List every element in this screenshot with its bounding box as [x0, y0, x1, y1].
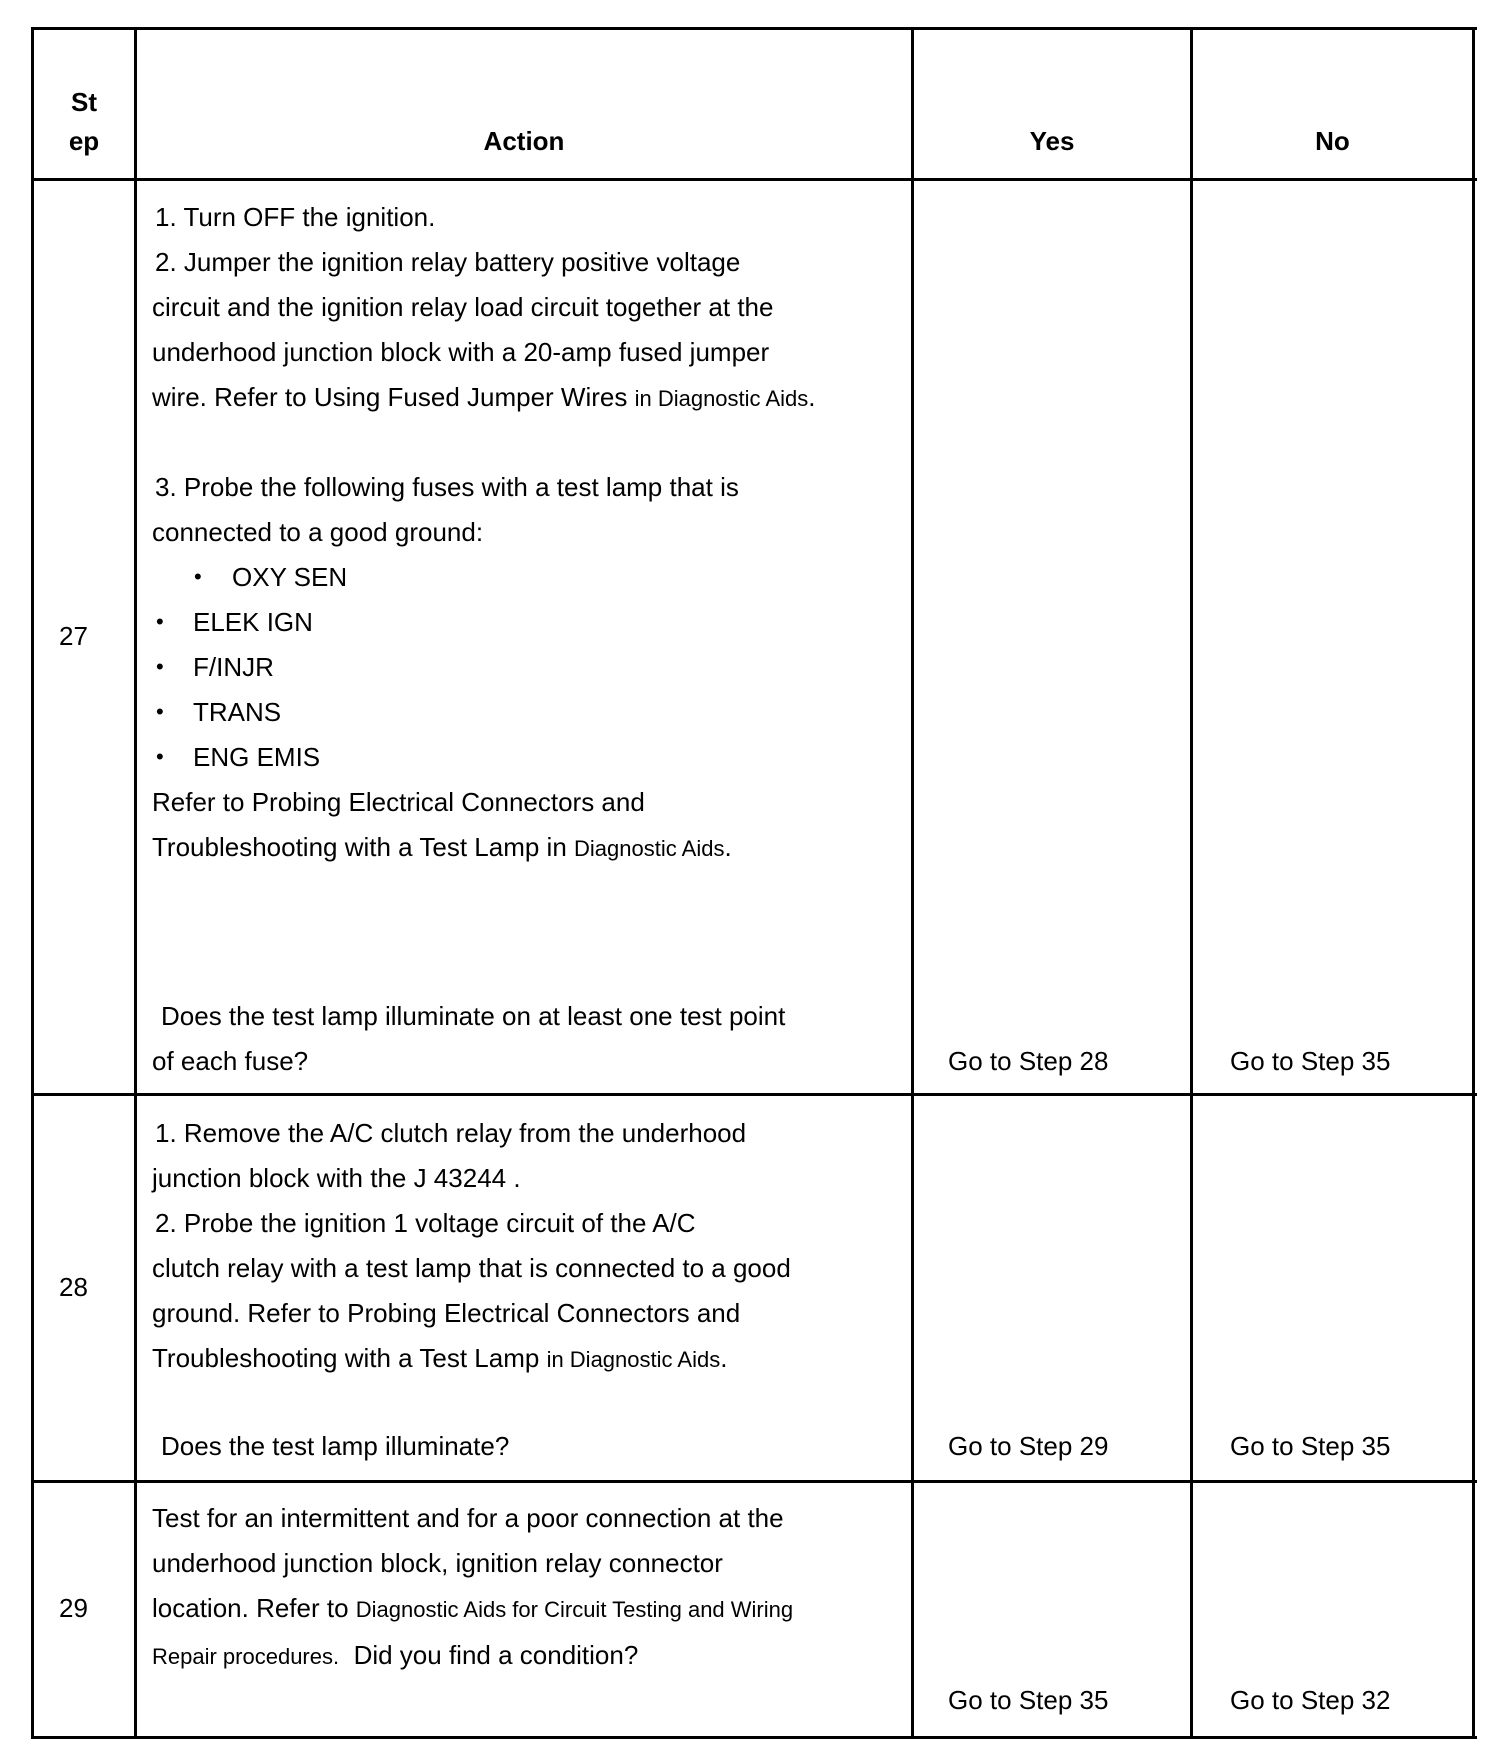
action-line [152, 1593, 793, 1625]
action-line: 3. Probe the following fuses with a test lamp that is [155, 472, 739, 502]
column-divider-step-action [134, 27, 137, 1739]
action-line: ground. Refer to Probing Electrical Connectors and [152, 1298, 741, 1328]
reference-diagnostic-aids: Diagnostic Aids for Circuit Testing and Wiring [355, 1597, 794, 1622]
action-question: Did you find a condition? [353, 1640, 639, 1670]
yes-result: Go to Step 28 [948, 1046, 1109, 1076]
reference-diagnostic-aids: Diagnostic Aids [574, 836, 725, 861]
bullet-item: OXY SEN [232, 562, 348, 592]
reference-diagnostic-aids: in Diagnostic Aids [546, 1347, 721, 1372]
header-no: No [1315, 126, 1350, 156]
action-line [152, 832, 732, 864]
action-line: Test for an intermittent and for a poor connection at the [152, 1503, 784, 1533]
action-question: of each fuse? [152, 1046, 309, 1076]
action-text: Troubleshooting with a Test Lamp in [152, 832, 575, 862]
action-text: wire. Refer to Using Fused Jumper Wires [152, 382, 635, 412]
step-number: 28 [59, 1272, 88, 1302]
reference-text: Repair procedures. [152, 1644, 340, 1669]
bullet-item: F/INJR [193, 652, 274, 682]
action-line: clutch relay with a test lamp that is connected to a good [152, 1253, 791, 1283]
action-text: location. Refer to [152, 1593, 356, 1623]
column-divider-action-yes [911, 27, 914, 1739]
no-result: Go to Step 35 [1230, 1046, 1391, 1076]
action-question: Does the test lamp illuminate on at least one test point [161, 1001, 786, 1031]
action-question: Does the test lamp illuminate? [161, 1431, 510, 1461]
action-line [152, 1343, 727, 1375]
header-step-line2: ep [68, 126, 100, 156]
action-line: underhood junction block, ignition relay connector [152, 1548, 723, 1578]
header-yes: Yes [1029, 126, 1075, 156]
bullet-icon: • [156, 744, 164, 769]
header-divider [31, 178, 1477, 181]
no-result: Go to Step 35 [1230, 1431, 1391, 1461]
action-line: 2. Probe the ignition 1 voltage circuit of the A/C [155, 1208, 696, 1238]
yes-result: Go to Step 29 [948, 1431, 1109, 1461]
punctuation: . [724, 832, 732, 862]
table-border-top [31, 27, 1477, 30]
punctuation: . [808, 382, 816, 412]
row-divider-28-29 [31, 1480, 1477, 1483]
bullet-icon: • [194, 564, 202, 589]
bullet-icon: • [156, 609, 164, 634]
table-border-bottom [31, 1736, 1477, 1739]
yes-result: Go to Step 35 [948, 1685, 1109, 1715]
table-border-right [1472, 27, 1475, 1739]
column-divider-yes-no [1190, 27, 1193, 1739]
action-line [152, 382, 815, 414]
action-line: 1. Turn OFF the ignition. [155, 202, 436, 232]
action-line: 2. Jumper the ignition relay battery positive voltage [155, 247, 741, 277]
bullet-item: ENG EMIS [193, 742, 321, 772]
action-line [152, 1640, 638, 1672]
bullet-icon: • [156, 654, 164, 679]
action-line: underhood junction block with a 20-amp fused jumper [152, 337, 770, 367]
row-divider-27-28 [31, 1093, 1477, 1096]
bullet-icon: • [156, 699, 164, 724]
action-line: 1. Remove the A/C clutch relay from the underhood [155, 1118, 747, 1148]
step-number: 27 [59, 621, 88, 651]
step-number: 29 [59, 1593, 88, 1623]
action-text: Troubleshooting with a Test Lamp [152, 1343, 547, 1373]
reference-diagnostic-aids: in Diagnostic Aids [634, 386, 809, 411]
action-line: Refer to Probing Electrical Connectors and [152, 787, 645, 817]
action-line: circuit and the ignition relay load circuit together at the [152, 292, 774, 322]
header-step-line1: St [71, 87, 97, 117]
header-action: Action [483, 126, 565, 156]
bullet-item: TRANS [193, 697, 282, 727]
table-border-left [31, 27, 34, 1739]
punctuation: . [720, 1343, 728, 1373]
action-line: connected to a good ground: [152, 517, 484, 547]
action-line: junction block with the J 43244 . [152, 1163, 521, 1193]
no-result: Go to Step 32 [1230, 1685, 1391, 1715]
bullet-item: ELEK IGN [193, 607, 313, 637]
